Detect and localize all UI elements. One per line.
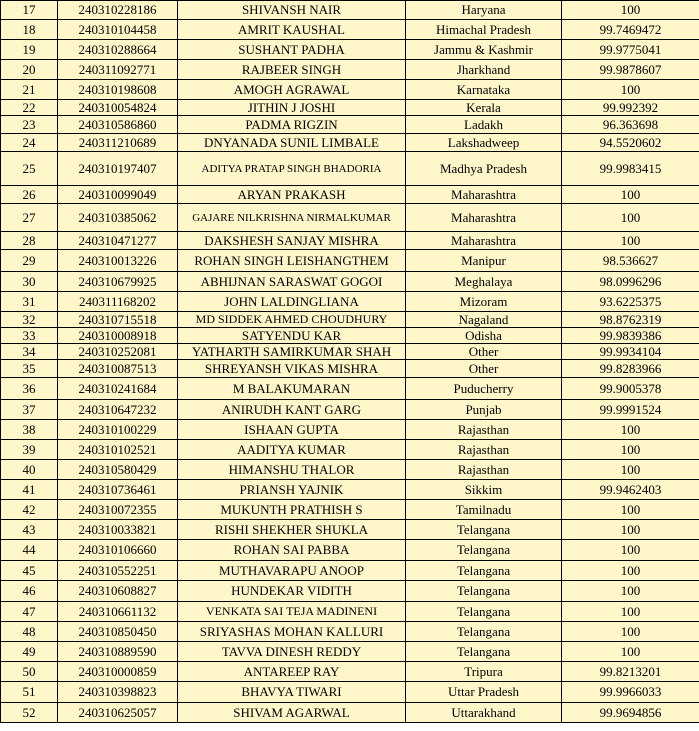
table-row: [1, 40, 699, 60]
roll-number-cell: 240310398823: [58, 682, 178, 703]
roll-number-cell: 240310198608: [58, 80, 178, 100]
score-cell: 100: [562, 232, 699, 250]
serial-number-cell: 29: [1, 250, 58, 272]
serial-number-cell: 24: [1, 134, 58, 152]
state-cell: Jharkhand: [406, 60, 562, 80]
score-cell: 99.8283966: [562, 360, 699, 378]
serial-number-cell: 48: [1, 622, 58, 642]
roll-number-cell: 240310104458: [58, 20, 178, 40]
table-row: [1, 20, 699, 40]
candidate-name-cell: RAJBEER SINGH: [178, 60, 406, 80]
score-cell: 100: [562, 500, 699, 520]
candidate-name-cell: MUKUNTH PRATHISH S: [178, 500, 406, 520]
score-cell: 99.992392: [562, 100, 699, 116]
candidate-name-cell: M BALAKUMARAN: [178, 378, 406, 400]
serial-number-cell: 30: [1, 272, 58, 292]
candidate-name-cell: SUSHANT PADHA: [178, 40, 406, 60]
state-cell: Rajasthan: [406, 440, 562, 460]
candidate-name-cell: MD SIDDEK AHMED CHOUDHURY: [178, 312, 406, 328]
serial-number-cell: 35: [1, 360, 58, 378]
roll-number-cell: 240310054824: [58, 100, 178, 116]
serial-number-cell: 47: [1, 602, 58, 622]
score-cell: 99.9839386: [562, 328, 699, 344]
state-cell: Telangana: [406, 561, 562, 581]
results-table-body: [1, 1, 699, 723]
serial-number-cell: 46: [1, 581, 58, 602]
roll-number-cell: 240310102521: [58, 440, 178, 460]
serial-number-cell: 51: [1, 682, 58, 703]
state-cell: Uttar Pradesh: [406, 682, 562, 703]
serial-number-cell: 20: [1, 60, 58, 80]
candidate-name-cell: ARYAN PRAKASH: [178, 186, 406, 204]
score-cell: 99.9775041: [562, 40, 699, 60]
state-cell: Telangana: [406, 520, 562, 540]
serial-number-cell: 18: [1, 20, 58, 40]
candidate-name-cell: ISHAAN GUPTA: [178, 420, 406, 440]
state-cell: Maharashtra: [406, 204, 562, 232]
roll-number-cell: 240310197407: [58, 152, 178, 186]
roll-number-cell: 240311210689: [58, 134, 178, 152]
candidate-name-cell: GAJARE NILKRISHNA NIRMALKUMAR: [178, 204, 406, 232]
score-cell: 94.5520602: [562, 134, 699, 152]
score-cell: 100: [562, 420, 699, 440]
state-cell: Other: [406, 344, 562, 360]
state-cell: Jammu & Kashmir: [406, 40, 562, 60]
candidate-name-cell: RISHI SHEKHER SHUKLA: [178, 520, 406, 540]
roll-number-cell: 240310625057: [58, 703, 178, 723]
serial-number-cell: 36: [1, 378, 58, 400]
score-cell: 100: [562, 642, 699, 662]
table-row: [1, 540, 699, 561]
score-cell: 100: [562, 622, 699, 642]
serial-number-cell: 22: [1, 100, 58, 116]
candidate-name-cell: ROHAN SINGH LEISHANGTHEM: [178, 250, 406, 272]
roll-number-cell: 240310099049: [58, 186, 178, 204]
score-cell: 100: [562, 460, 699, 480]
candidate-name-cell: SRIYASHAS MOHAN KALLURI: [178, 622, 406, 642]
score-cell: 100: [562, 581, 699, 602]
table-row: [1, 186, 699, 204]
table-row: [1, 460, 699, 480]
table-row: [1, 378, 699, 400]
table-row: [1, 152, 699, 186]
table-row: [1, 232, 699, 250]
state-cell: Telangana: [406, 540, 562, 561]
roll-number-cell: 240310586860: [58, 116, 178, 134]
table-row: [1, 60, 699, 80]
serial-number-cell: 45: [1, 561, 58, 581]
candidate-name-cell: TAVVA DINESH REDDY: [178, 642, 406, 662]
state-cell: Telangana: [406, 602, 562, 622]
serial-number-cell: 49: [1, 642, 58, 662]
state-cell: Haryana: [406, 1, 562, 20]
score-cell: 100: [562, 1, 699, 20]
serial-number-cell: 43: [1, 520, 58, 540]
candidate-name-cell: BHAVYA TIWARI: [178, 682, 406, 703]
table-row: [1, 642, 699, 662]
serial-number-cell: 34: [1, 344, 58, 360]
serial-number-cell: 23: [1, 116, 58, 134]
roll-number-cell: 240310100229: [58, 420, 178, 440]
state-cell: Punjab: [406, 400, 562, 420]
candidate-name-cell: JITHIN J JOSHI: [178, 100, 406, 116]
state-cell: Nagaland: [406, 312, 562, 328]
serial-number-cell: 40: [1, 460, 58, 480]
score-cell: 100: [562, 80, 699, 100]
roll-number-cell: 240311092771: [58, 60, 178, 80]
candidate-name-cell: ABHIJNAN SARASWAT GOGOI: [178, 272, 406, 292]
table-row: [1, 420, 699, 440]
candidate-name-cell: HIMANSHU THALOR: [178, 460, 406, 480]
score-cell: 100: [562, 440, 699, 460]
state-cell: Telangana: [406, 622, 562, 642]
candidate-name-cell: ANTAREEP RAY: [178, 662, 406, 682]
state-cell: Ladakh: [406, 116, 562, 134]
serial-number-cell: 50: [1, 662, 58, 682]
roll-number-cell: 240310736461: [58, 480, 178, 500]
roll-number-cell: 240310385062: [58, 204, 178, 232]
table-row: [1, 440, 699, 460]
score-cell: 100: [562, 520, 699, 540]
serial-number-cell: 52: [1, 703, 58, 723]
candidate-name-cell: DNYANADA SUNIL LIMBALE: [178, 134, 406, 152]
serial-number-cell: 33: [1, 328, 58, 344]
roll-number-cell: 240310552251: [58, 561, 178, 581]
table-row: [1, 116, 699, 134]
candidate-name-cell: MUTHAVARAPU ANOOP: [178, 561, 406, 581]
candidate-name-cell: SHREYANSH VIKAS MISHRA: [178, 360, 406, 378]
score-cell: 100: [562, 561, 699, 581]
roll-number-cell: 240310715518: [58, 312, 178, 328]
table-row: [1, 561, 699, 581]
state-cell: Madhya Pradesh: [406, 152, 562, 186]
roll-number-cell: 240310000859: [58, 662, 178, 682]
score-cell: 99.9983415: [562, 152, 699, 186]
table-row: [1, 344, 699, 360]
roll-number-cell: 240310228186: [58, 1, 178, 20]
roll-number-cell: 240310679925: [58, 272, 178, 292]
score-cell: 99.7469472: [562, 20, 699, 40]
table-row: [1, 134, 699, 152]
serial-number-cell: 17: [1, 1, 58, 20]
serial-number-cell: 19: [1, 40, 58, 60]
roll-number-cell: 240310013226: [58, 250, 178, 272]
roll-number-cell: 240310072355: [58, 500, 178, 520]
serial-number-cell: 31: [1, 292, 58, 312]
score-cell: 99.9878607: [562, 60, 699, 80]
table-row: [1, 662, 699, 682]
candidate-name-cell: SHIVANSH NAIR: [178, 1, 406, 20]
serial-number-cell: 37: [1, 400, 58, 420]
candidate-name-cell: PRIANSH YAJNIK: [178, 480, 406, 500]
candidate-name-cell: AMRIT KAUSHAL: [178, 20, 406, 40]
table-row: [1, 581, 699, 602]
state-cell: Meghalaya: [406, 272, 562, 292]
table-row: [1, 250, 699, 272]
roll-number-cell: 240310087513: [58, 360, 178, 378]
score-cell: 99.9005378: [562, 378, 699, 400]
state-cell: Kerala: [406, 100, 562, 116]
table-row: [1, 520, 699, 540]
candidate-name-cell: YATHARTH SAMIRKUMAR SHAH: [178, 344, 406, 360]
candidate-name-cell: PADMA RIGZIN: [178, 116, 406, 134]
state-cell: Maharashtra: [406, 186, 562, 204]
state-cell: Mizoram: [406, 292, 562, 312]
serial-number-cell: 27: [1, 204, 58, 232]
table-row: [1, 622, 699, 642]
table-row: [1, 328, 699, 344]
table-row: [1, 703, 699, 723]
table-row: [1, 602, 699, 622]
candidate-name-cell: JOHN LALDINGLIANA: [178, 292, 406, 312]
state-cell: Lakshadweep: [406, 134, 562, 152]
state-cell: Maharashtra: [406, 232, 562, 250]
candidate-name-cell: ADITYA PRATAP SINGH BHADORIA: [178, 152, 406, 186]
candidate-name-cell: HUNDEKAR VIDITH: [178, 581, 406, 602]
score-cell: 98.0996296: [562, 272, 699, 292]
candidate-name-cell: ANIRUDH KANT GARG: [178, 400, 406, 420]
roll-number-cell: 240310661132: [58, 602, 178, 622]
candidate-name-cell: SATYENDU KAR: [178, 328, 406, 344]
score-cell: 98.536627: [562, 250, 699, 272]
state-cell: Tripura: [406, 662, 562, 682]
state-cell: Karnataka: [406, 80, 562, 100]
score-cell: 99.9462403: [562, 480, 699, 500]
candidate-name-cell: ROHAN SAI PABBA: [178, 540, 406, 561]
table-row: [1, 500, 699, 520]
state-cell: Tamilnadu: [406, 500, 562, 520]
roll-number-cell: 240310471277: [58, 232, 178, 250]
state-cell: Uttarakhand: [406, 703, 562, 723]
state-cell: Telangana: [406, 642, 562, 662]
score-cell: 99.9694856: [562, 703, 699, 723]
candidate-name-cell: VENKATA SAI TEJA MADINENI: [178, 602, 406, 622]
serial-number-cell: 38: [1, 420, 58, 440]
roll-number-cell: 240310580429: [58, 460, 178, 480]
roll-number-cell: 240310008918: [58, 328, 178, 344]
state-cell: Other: [406, 360, 562, 378]
table-row: [1, 400, 699, 420]
score-cell: 98.8762319: [562, 312, 699, 328]
score-cell: 93.6225375: [562, 292, 699, 312]
roll-number-cell: 240310608827: [58, 581, 178, 602]
state-cell: Puducherry: [406, 378, 562, 400]
serial-number-cell: 42: [1, 500, 58, 520]
serial-number-cell: 28: [1, 232, 58, 250]
state-cell: Rajasthan: [406, 420, 562, 440]
state-cell: Manipur: [406, 250, 562, 272]
table-row: [1, 292, 699, 312]
table-row: [1, 312, 699, 328]
score-cell: 99.9966033: [562, 682, 699, 703]
roll-number-cell: 240310106660: [58, 540, 178, 561]
serial-number-cell: 21: [1, 80, 58, 100]
score-cell: 100: [562, 540, 699, 561]
table-row: [1, 360, 699, 378]
roll-number-cell: 240310252081: [58, 344, 178, 360]
roll-number-cell: 240310241684: [58, 378, 178, 400]
score-cell: 100: [562, 602, 699, 622]
candidate-name-cell: AADITYA KUMAR: [178, 440, 406, 460]
serial-number-cell: 32: [1, 312, 58, 328]
candidate-name-cell: SHIVAM AGARWAL: [178, 703, 406, 723]
table-row: [1, 272, 699, 292]
table-row: [1, 204, 699, 232]
roll-number-cell: 240310889590: [58, 642, 178, 662]
roll-number-cell: 240310647232: [58, 400, 178, 420]
state-cell: Sikkim: [406, 480, 562, 500]
state-cell: Odisha: [406, 328, 562, 344]
table-row: [1, 682, 699, 703]
serial-number-cell: 39: [1, 440, 58, 460]
score-cell: 100: [562, 204, 699, 232]
score-cell: 99.9991524: [562, 400, 699, 420]
candidate-name-cell: DAKSHESH SANJAY MISHRA: [178, 232, 406, 250]
score-cell: 100: [562, 186, 699, 204]
state-cell: Himachal Pradesh: [406, 20, 562, 40]
roll-number-cell: 240310850450: [58, 622, 178, 642]
table-row: [1, 1, 699, 20]
serial-number-cell: 25: [1, 152, 58, 186]
candidate-name-cell: AMOGH AGRAWAL: [178, 80, 406, 100]
state-cell: Telangana: [406, 581, 562, 602]
score-cell: 99.9934104: [562, 344, 699, 360]
score-cell: 96.363698: [562, 116, 699, 134]
serial-number-cell: 41: [1, 480, 58, 500]
table-row: [1, 480, 699, 500]
table-row: [1, 80, 699, 100]
roll-number-cell: 240310033821: [58, 520, 178, 540]
serial-number-cell: 44: [1, 540, 58, 561]
table-row: [1, 100, 699, 116]
state-cell: Rajasthan: [406, 460, 562, 480]
roll-number-cell: 240310288664: [58, 40, 178, 60]
serial-number-cell: 26: [1, 186, 58, 204]
score-cell: 99.8213201: [562, 662, 699, 682]
roll-number-cell: 240311168202: [58, 292, 178, 312]
